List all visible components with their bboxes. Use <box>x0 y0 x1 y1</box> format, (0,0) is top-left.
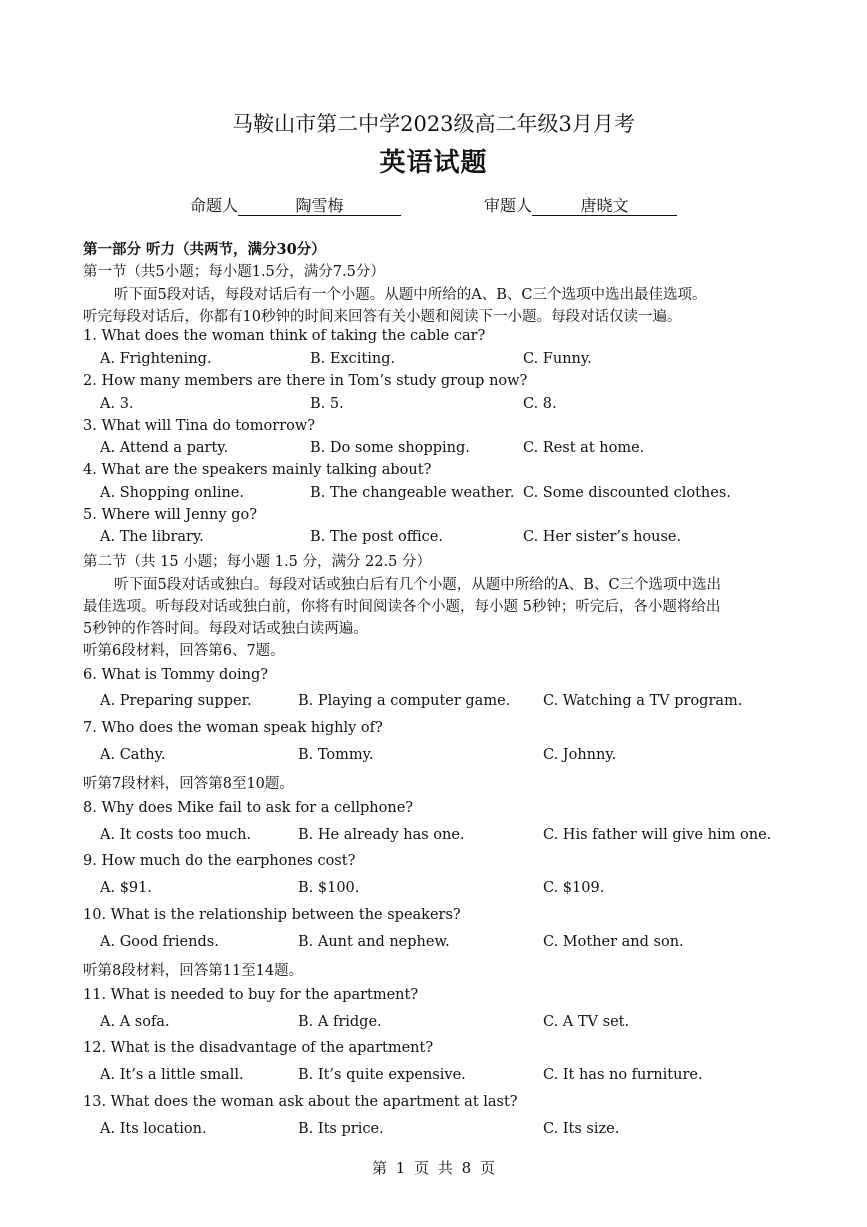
option-b: B. Aunt and nephew. <box>298 934 450 950</box>
question-stem: 12. What is the disadvantage of the apartment? <box>83 1040 434 1056</box>
section1-heading: 第一节（共5小题；每小题1.5分，满分7.5分） <box>83 264 385 280</box>
question-stem: 4. What are the speakers mainly talking about? <box>83 462 432 478</box>
reviewer-name: 唐晓文 <box>532 197 677 216</box>
option-c: C. $109. <box>543 880 605 896</box>
part1-heading: 第一部分 听力（共两节，满分30分） <box>83 241 326 258</box>
exam-title: 马鞍山市第二中学2023级高二年级3月月考 <box>232 112 635 136</box>
question-stem: 6. What is Tommy doing? <box>83 667 269 683</box>
option-b: B. The post office. <box>310 529 443 545</box>
option-b: B. Playing a computer game. <box>298 693 511 709</box>
question-stem: 1. What does the woman think of taking the cable car? <box>83 328 486 344</box>
option-c: C. Her sister’s house. <box>523 529 682 545</box>
option-b: B. Its price. <box>298 1121 384 1137</box>
option-a: A. Attend a party. <box>100 440 229 456</box>
section2-instructions-3: 5秒钟的作答时间。每段对话或独白读两遍。 <box>83 621 368 637</box>
section1-instructions-1: 听下面5段对话，每段对话后有一个小题。从题中所给的A、B、C三个选项中选出最佳选项。 <box>114 287 707 303</box>
option-c: C. A TV set. <box>543 1014 630 1030</box>
question-stem: 13. What does the woman ask about the apartment at last? <box>83 1094 518 1110</box>
option-a: A. $91. <box>100 880 152 896</box>
page-number: 第 1 页 共 8 页 <box>372 1159 495 1177</box>
option-b: B. Tommy. <box>298 747 374 763</box>
option-c: C. Rest at home. <box>523 440 645 456</box>
option-a: A. It costs too much. <box>100 827 252 843</box>
option-a: A. Preparing supper. <box>100 693 252 709</box>
option-a: A. It’s a little small. <box>100 1067 244 1083</box>
option-b: B. It’s quite expensive. <box>298 1067 466 1083</box>
option-b: B. Do some shopping. <box>310 440 470 456</box>
option-b: B. The changeable weather. <box>310 485 515 501</box>
option-c: C. Mother and son. <box>543 934 684 950</box>
material-6-note: 听第6段材料，回答第6、7题。 <box>83 643 285 659</box>
question-stem: 5. Where will Jenny go? <box>83 507 257 523</box>
section1-instructions-2: 听完每段对话后，你都有10秒钟的时间来回答有关小题和阅读下一小题。每段对话仅读一遍。 <box>83 309 682 325</box>
option-a: A. 3. <box>100 396 134 412</box>
option-a: A. Frightening. <box>100 351 212 367</box>
reviewer-label: 审题人 <box>484 196 533 215</box>
option-c: C. Johnny. <box>543 747 617 763</box>
option-b: B. He already has one. <box>298 827 465 843</box>
option-b: B. A fridge. <box>298 1014 382 1030</box>
section2-instructions-2: 最佳选项。听每段对话或独白前，你将有时间阅读各个小题，每小题 5秒钟；听完后，各小题将给出 <box>83 599 721 615</box>
setter-name: 陶雪梅 <box>238 197 401 216</box>
material-7-note: 听第7段材料，回答第8至10题。 <box>83 776 294 792</box>
option-c: C. Watching a TV program. <box>543 693 743 709</box>
option-b: B. $100. <box>298 880 360 896</box>
setter-label: 命题人 <box>190 196 239 215</box>
option-b: B. 5. <box>310 396 344 412</box>
option-c: C. It has no furniture. <box>543 1067 703 1083</box>
option-a: A. The library. <box>100 529 204 545</box>
option-a: A. Shopping online. <box>100 485 244 501</box>
setter-line <box>190 193 401 216</box>
option-a: A. Cathy. <box>100 747 166 763</box>
option-c: C. Its size. <box>543 1121 620 1137</box>
reviewer-line <box>484 193 677 216</box>
question-stem: 8. Why does Mike fail to ask for a cellphone? <box>83 800 414 816</box>
exam-subtitle: 英语试题 <box>379 148 488 178</box>
option-c: C. Some discounted clothes. <box>523 485 731 501</box>
material-8-note: 听第8段材料，回答第11至14题。 <box>83 963 304 979</box>
option-c: C. 8. <box>523 396 557 412</box>
section2-heading: 第二节（共 15 小题；每小题 1.5 分，满分 22.5 分） <box>83 554 431 570</box>
option-b: B. Exciting. <box>310 351 396 367</box>
question-stem: 2. How many members are there in Tom’s study group now? <box>83 373 528 389</box>
option-a: A. Its location. <box>100 1121 207 1137</box>
question-stem: 11. What is needed to buy for the apartment? <box>83 987 419 1003</box>
option-c: C. His father will give him one. <box>543 827 772 843</box>
section2-instructions-1: 听下面5段对话或独白。每段对话或独白后有几个小题，从题中所给的A、B、C三个选项中选出 <box>114 577 721 593</box>
option-c: C. Funny. <box>523 351 592 367</box>
question-stem: 7. Who does the woman speak highly of? <box>83 720 383 736</box>
question-stem: 10. What is the relationship between the speakers? <box>83 907 461 923</box>
option-a: A. Good friends. <box>100 934 219 950</box>
question-stem: 3. What will Tina do tomorrow? <box>83 418 316 434</box>
option-a: A. A sofa. <box>100 1014 170 1030</box>
question-stem: 9. How much do the earphones cost? <box>83 853 356 869</box>
